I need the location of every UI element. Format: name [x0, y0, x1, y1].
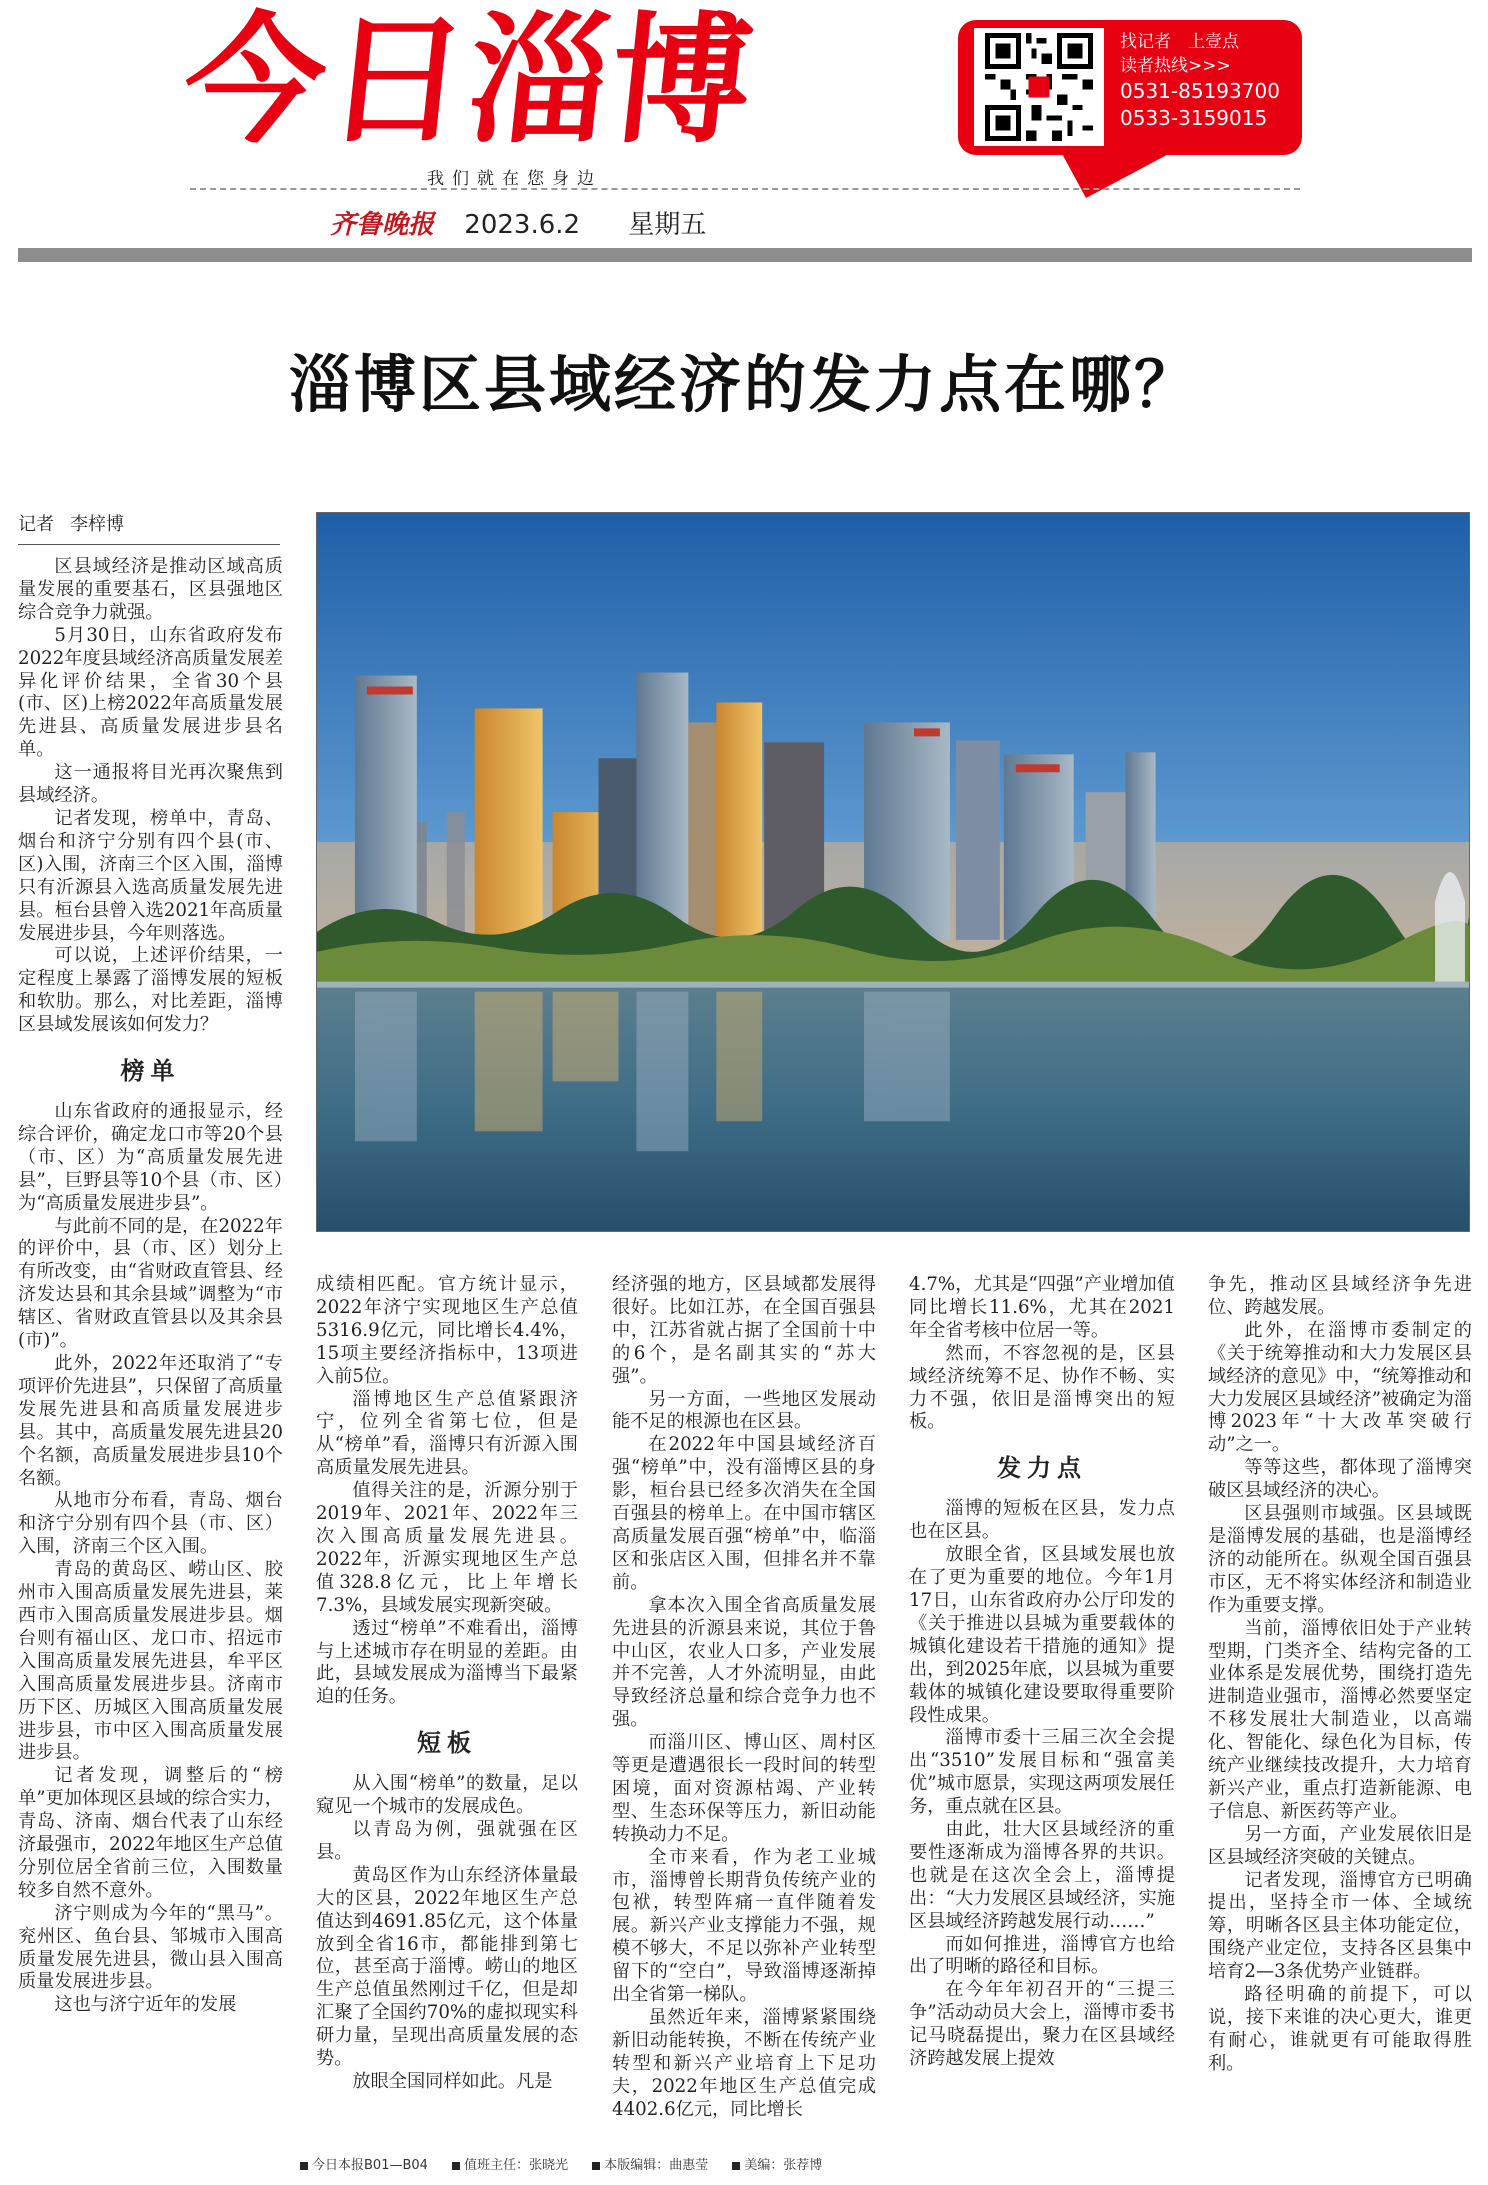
paragraph: 透过“榜单”不难看出，淄博与上述城市存在明显的差距。由此，县域发展成为淄博当下最紧迫的任务。 — [316, 1617, 578, 1708]
paragraph: 另一方面，一些地区发展动能不足的根源也在区县。 — [612, 1388, 876, 1433]
masthead-title: 今日淄博 — [176, 0, 762, 163]
article-headline: 淄博区县域经济的发力点在哪？ — [288, 348, 1199, 421]
section-heading: 短板 — [417, 1728, 477, 1758]
paragraph: 在2022年中国县域经济百强“榜单”中，没有淄博区县的身影，桓台县已经多次消失在全国百强县的榜单上。在中国市辖区高质量发展百强“榜单”中，临淄区和张店区入围，但排名并不靠前。 — [612, 1434, 876, 1593]
paragraph: 青岛的黄岛区、崂山区、胶州市入围高质量发展先进县，莱西市入围高质量发展进步县。烟台则有福山区、龙口市、招远市入围高质量发展先进县，牟平区入围高质量发展进步县。济南市历下区、历城区入围高质量发展进步县，市中区入围高质量发展进步县。 — [18, 1559, 283, 1764]
paragraph: 而淄川区、博山区、周村区等更是遭遇很长一段时间的转型困境，面对资源枯竭、产业转型、生态环保等压力，新旧动能转换动力不足。 — [612, 1732, 876, 1845]
square-bullet-icon — [452, 2162, 460, 2170]
hotline-label: 读者热线>>> — [1120, 56, 1231, 76]
byline — [18, 510, 280, 545]
paragraph: 记者发现，调整后的“榜单”更加体现区县域的综合实力，青岛、济南、烟台代表了山东经济最强市，2022年地区生产总值分别位居全省前三位，入围数量较多自然不意外。 — [18, 1765, 283, 1901]
byline-name: 李梓博 — [70, 514, 124, 535]
footer-item: 美编：张荐博 — [732, 2158, 822, 2173]
paragraph: 淄博市委十三届三次全会提出“3510”发展目标和“强富美优”城市愿景，实现这两项发展任务，重点就在区县。 — [909, 1727, 1175, 1818]
paragraph: 区县强则市域强。区县域既是淄博发展的基础，也是淄博经济的动能所在。纵观全国百强县市区，无不将实体经济和制造业作为重要支撑。 — [1208, 1503, 1472, 1616]
page-footer — [300, 2154, 1488, 2180]
paragraph: 经济强的地方，区县域都发展得很好。比如江苏，在全国百强县中，江苏省就占据了全国前十中的6个，是名副其实的“苏大强”。 — [612, 1274, 876, 1387]
section-heading: 榜单 — [120, 1056, 181, 1086]
issue-date: 2023.6.2 — [464, 210, 581, 240]
contact-info — [1120, 30, 1300, 132]
hotline-phone-1[interactable]: 0531-85193700 — [1120, 79, 1280, 103]
issue-weekday: 星期五 — [628, 210, 707, 240]
section-heading: 发力点 — [997, 1453, 1087, 1483]
paragraph: 从入围“榜单”的数量，足以窥见一个城市的发展成色。 — [316, 1773, 578, 1818]
brand-logo: 齐鲁晚报 — [330, 210, 435, 240]
paragraph: 山东省政府的通报显示，经综合评价，确定龙口市等20个县（市、区）为“高质量发展先进县”，巨野县等10个县（市、区）为“高质量发展进步县”。 — [18, 1101, 283, 1214]
paragraph: 在今年年初召开的“三提三争”活动动员大会上，淄博市委书记马晓磊提出，聚力在区县域经济跨越发展上提效 — [909, 1979, 1175, 2070]
paragraph: 此外，2022年还取消了“专项评价先进县”，只保留了高质量发展先进县和高质量发展进步县。其中，高质量发展先进县20个名额，高质量发展进步县10个名额。 — [18, 1353, 283, 1489]
paragraph: 这一通报将目光再次聚焦到县域经济。 — [18, 762, 283, 807]
footer-item: 值班主任：张晓光 — [452, 2158, 568, 2173]
paragraph: 放眼全省，区县域发展也放在了更为重要的地位。今年1月17日，山东省政府办公厅印发的《关于推进以县城为重要载体的城镇化建设若干措施的通知》提出，到2025年底，以县城为重要载体的城镇化建设要取得重要阶段性成果。 — [909, 1544, 1175, 1726]
paragraph: 淄博的短板在区县，发力点也在区县。 — [909, 1498, 1175, 1543]
paragraph: 路径明确的前提下，可以说，接下来谁的决心更大，谁更有耐心，谁就更有可能取得胜利。 — [1208, 1984, 1472, 2074]
paragraph: 然而，不容忽视的是，区县域经济统筹不足、协作不畅、实力不强，依旧是淄博突出的短板。 — [909, 1342, 1175, 1433]
paragraph: 虽然近年来，淄博紧紧围绕新旧动能转换，不断在传统产业转型和新兴产业培育上下足功夫，2022年地区生产总值完成4402.6亿元，同比增长 — [612, 2007, 876, 2120]
paragraph: 全市来看，作为老工业城市，淄博曾长期背负传统产业的包袱，转型阵痛一直伴随着发展。新兴产业支撑能力不强，规模不够大，不足以弥补产业转型留下的“空白”，导致淄博逐渐掉出全省第一梯队。 — [612, 1846, 876, 2006]
paragraph: 这也与济宁近年的发展 — [54, 1994, 237, 2016]
paragraph: 此外，在淄博市委制定的《关于统筹推动和大力发展区县域经济的意见》中，“统筹推动和大力发展区县域经济”被确定为淄博2023年“十大改革突破行动”之一。 — [1208, 1319, 1472, 1456]
paragraph: 放眼全国同样如此。凡是 — [352, 2071, 553, 2092]
paragraph: 成绩相匹配。官方统计显示，2022年济宁实现地区生产总值5316.9亿元，同比增长4.4%，15项主要经济指标中，13项进入前5位。 — [316, 1274, 578, 1387]
footer-item: 今日本报B01—B04 — [300, 2158, 428, 2173]
square-bullet-icon — [592, 2162, 600, 2170]
article-column-2 — [316, 1274, 578, 2154]
article-column-5 — [1208, 1274, 1472, 2154]
article-column-3 — [612, 1274, 876, 2154]
paragraph: 济宁则成为今年的“黑马”。兖州区、鱼台县、邹城市入围高质量发展先进县，微山县入围高质量发展进步县。 — [18, 1902, 283, 1993]
slogan: 我们就在您身边 — [427, 169, 602, 189]
paragraph: 由此，壮大区县域经济的重要性逐渐成为淄博各界的共识。也就是在这次全会上，淄博提出：“大力发展区县域经济，实施区县域经济跨越发展行动……” — [909, 1819, 1175, 1932]
paragraph: 等等这些，都体现了淄博突破区县域经济的决心。 — [1208, 1457, 1472, 1502]
square-bullet-icon — [300, 2162, 308, 2170]
paragraph: 5月30日，山东省政府发布2022年度县域经济高质量发展差异化评价结果，全省30个县(市、区)上榜2022年高质量发展先进县、高质量发展进步县名单。 — [18, 624, 283, 761]
byline-label: 记者 — [18, 514, 54, 535]
paragraph: 以青岛为例，强就强在区县。 — [316, 1819, 578, 1863]
paragraph: 当前，淄博依旧处于产业转型期，门类齐全、结构完备的工业体系是发展优势，围绕打造先进制造业强市，淄博必然要坚定不移发展壮大制造业，以高端化、智能化、绿色化为目标，传统产业继续技改提升，大力培育新兴产业，重点打造新能源、电子信息、新医药等产业。 — [1208, 1617, 1472, 1822]
masthead-rule — [18, 248, 1472, 262]
paragraph: 而如何推进，淄博官方也给出了明晰的路径和目标。 — [909, 1933, 1175, 1978]
square-bullet-icon — [732, 2162, 740, 2170]
paragraph: 另一方面，产业发展依旧是区县域经济突破的关键点。 — [1208, 1823, 1472, 1868]
paragraph: 从地市分布看，青岛、烟台和济宁分别有四个县（市、区）入围，济南三个区入围。 — [18, 1490, 283, 1558]
paragraph: 淄博地区生产总值紧跟济宁，位列全省第七位，但是从“榜单”看，淄博只有沂源入围高质量发展先进县。 — [316, 1388, 578, 1479]
paragraph: 与此前不同的是，在2022年的评价中，县（市、区）划分上有所改变，由“省财政直管县、经济发达县和其余县域”调整为“市辖区、省财政直管县以及其余县(市)”。 — [18, 1215, 283, 1352]
article-column-1 — [18, 556, 283, 2156]
dateline — [330, 204, 706, 244]
paragraph: 值得关注的是，沂源分别于2019年、2021年、2022年三次入围高质量发展先进县。2022年，沂源实现地区生产总值328.8亿元，比上年增长7.3%，县域发展实现新突破。 — [316, 1480, 578, 1616]
masthead — [0, 0, 1488, 300]
paragraph: 拿本次入围全省高质量发展先进县的沂源县来说，其位于鲁中山区，农业人口多，产业发展并不完善，人才外流明显，由此导致经济总量和综合竞争力也不强。 — [612, 1594, 876, 1731]
city-skyline-photo — [316, 512, 1470, 1232]
paragraph: 4.7%，尤其是“四强”产业增加值同比增长11.6%，尤其在2021年全省考核中位居一等。 — [909, 1274, 1175, 1341]
paragraph: 记者发现，淄博官方已明确提出，坚持全市一体、全域统筹，明晰各区县主体功能定位，围绕产业定位，支持各区县集中培育2—3条优势产业链群。 — [1208, 1869, 1472, 1983]
article-column-4 — [909, 1274, 1175, 2154]
contact-line: 找记者 上壹点 — [1120, 32, 1239, 52]
qr-code-icon[interactable] — [974, 28, 1104, 146]
paragraph: 区县域经济是推动区域高质量发展的重要基石，区县强地区综合竞争力就强。 — [18, 556, 283, 623]
footer-item: 本版编辑：曲惠莹 — [592, 2158, 708, 2173]
slogan-row — [190, 164, 1300, 190]
paragraph: 争先，推动区县域经济争先进位、跨越发展。 — [1208, 1274, 1472, 1318]
paragraph: 黄岛区作为山东经济体量最大的区县，2022年地区生产总值达到4691.85亿元，这个体量放到全省16市，都能排到第七位，甚至高于淄博。崂山的地区生产总值虽然刚过千亿，但是却汇聚了全国约70%的虚拟现实科研力量，呈现出高质量发展的态势。 — [316, 1864, 578, 2070]
hotline-phone-2[interactable]: 0533-3159015 — [1120, 106, 1268, 130]
paragraph: 可以说，上述评价结果，一定程度上暴露了淄博发展的短板和软肋。那么，对比差距，淄博区县域发展该如何发力？ — [18, 945, 283, 1036]
paragraph: 记者发现，榜单中，青岛、烟台和济宁分别有四个县(市、区)入围，济南三个区入围，淄博只有沂源县入选高质量发展先进县。桓台县曾入选2021年高质量发展进步县，今年则落选。 — [18, 807, 283, 944]
